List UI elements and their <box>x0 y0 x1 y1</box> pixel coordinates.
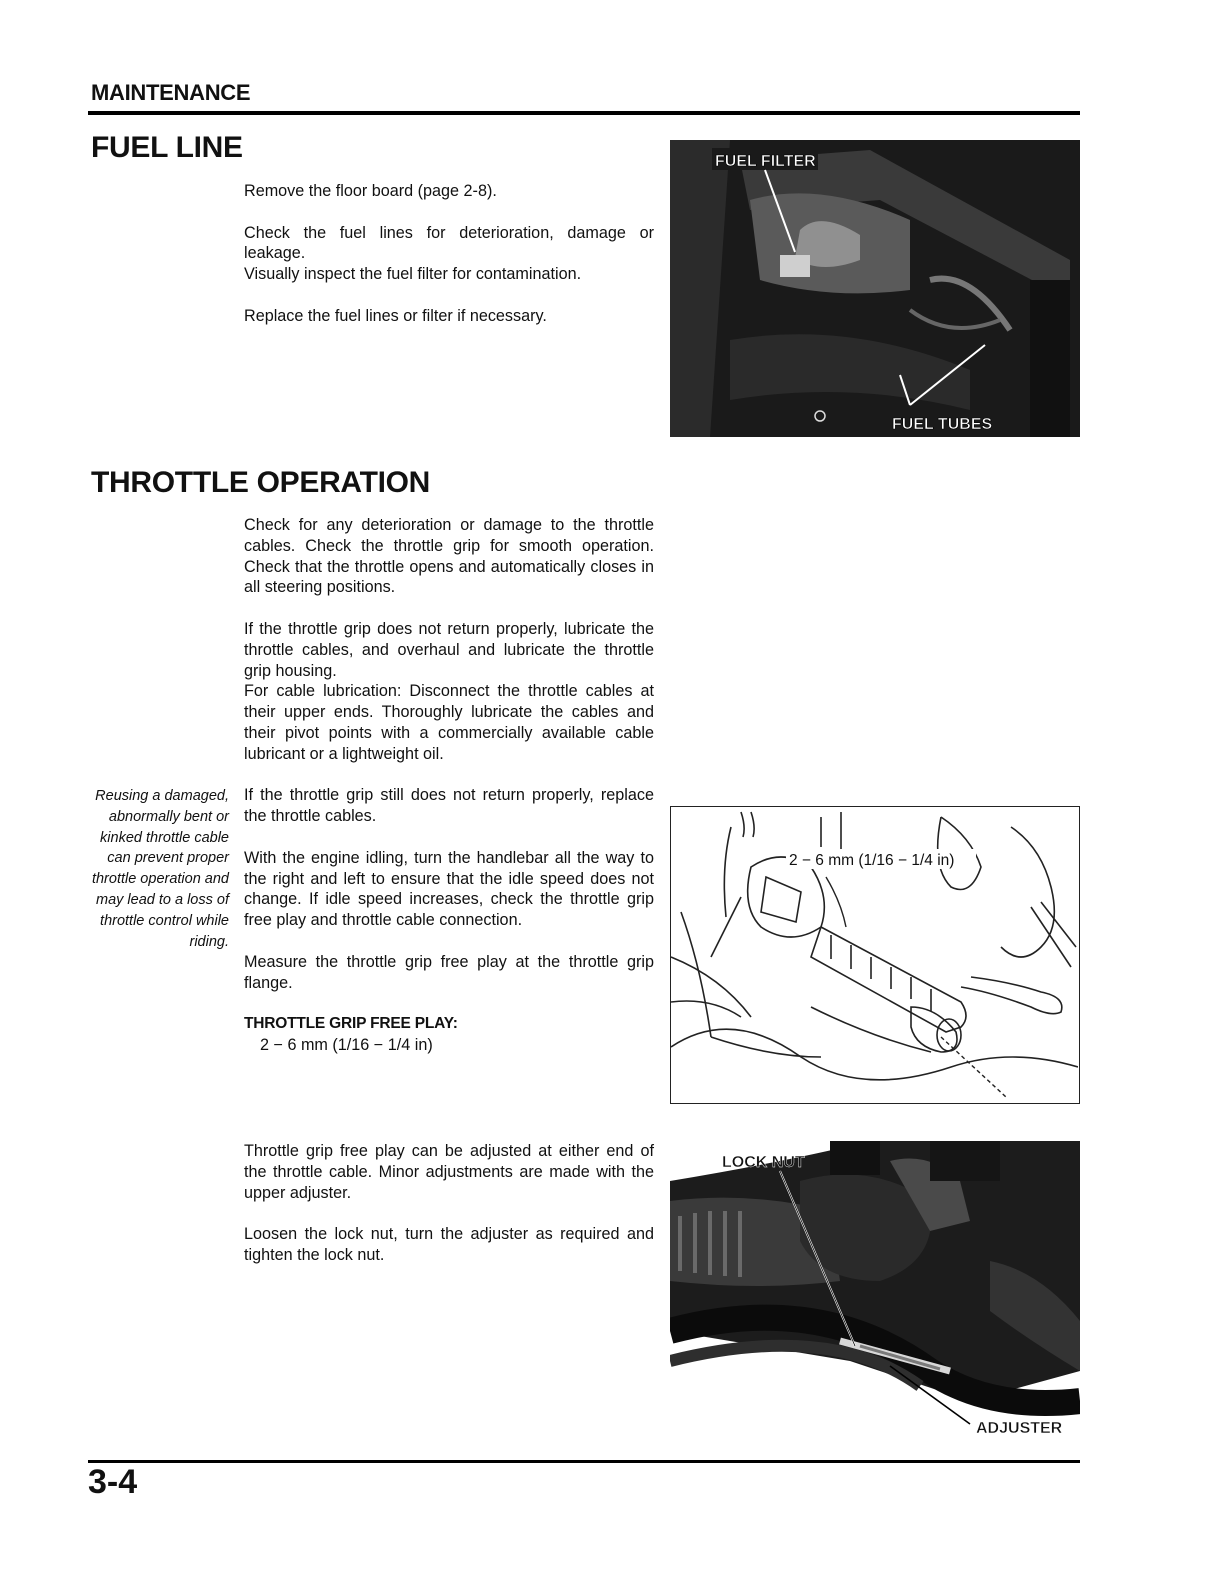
header-rule <box>88 111 1080 115</box>
throttle-para-3: For cable lubrication: Disconnect the throttle cables at their upper ends. Thoroughly lubricate the cables and their pivot points with a commercially available cable lubricant or a lightweight oil. <box>244 682 654 763</box>
free-play-label: 2 − 6 mm (1/16 − 1/4 in) <box>789 852 955 869</box>
lock-nut-photo-image <box>670 1141 1080 1437</box>
spec-value: 2 − 6 mm (1/16 − 1/4 in) <box>260 1035 433 1054</box>
fuel-line-para-3: Visually inspect the fuel filter for contamination. <box>244 265 582 284</box>
throttle-para-2: If the throttle grip does not return properly, lubricate the throttle cables, and overhaul and lubricate the throttle grip housing. <box>244 619 654 680</box>
fuel-line-title: FUEL LINE <box>91 131 243 164</box>
throttle-title: THROTTLE OPERATION <box>91 466 431 499</box>
lock-nut-label: LOCK NUT <box>722 1154 805 1171</box>
adjust-body <box>244 1141 654 1287</box>
fuel-filter-photo-image <box>670 140 1080 437</box>
lock-nut-photo <box>670 1141 1080 1437</box>
fuel-line-para-1: Remove the floor board (page 2-8). <box>244 182 497 200</box>
throttle-body <box>244 515 654 1056</box>
throttle-para-4: If the throttle grip still does not return properly, replace the throttle cables. <box>244 786 654 826</box>
adjust-para-1: Throttle grip free play can be adjusted at either end of the throttle cable. Minor adjustments are made with the upper adjuster. <box>244 1142 654 1202</box>
adjuster-label: ADJUSTER <box>976 1420 1063 1437</box>
throttle-grip-drawing <box>671 807 1078 1102</box>
fuel-filter-photo <box>670 140 1080 437</box>
throttle-para-6: Measure the throttle grip free play at the throttle grip flange. <box>244 952 654 992</box>
page-number: 3-4 <box>88 1463 138 1501</box>
fuel-line-para-2: Check the fuel lines for deterioration, damage or leakage. <box>244 223 654 263</box>
fuel-line-para-4: Replace the fuel lines or filter if necessary. <box>244 306 547 325</box>
footer-rule <box>88 1460 1080 1463</box>
side-note: Reusing a damaged, abnormally bent or kinked throttle cable can prevent proper throttle operation and may lead to a loss of throttle control while riding. <box>91 788 229 950</box>
adjust-para-2: Loosen the lock nut, turn the adjuster as required and tighten the lock nut. <box>244 1225 654 1264</box>
throttle-para-5: With the engine idling, turn the handlebar all the way to the right and left to ensure that the idle speed does not change. If idle speed increases, check the throttle grip free play and throttle cable connection. <box>244 848 654 930</box>
throttle-grip-figure <box>670 806 1080 1104</box>
section-header: MAINTENANCE <box>91 80 251 105</box>
fuel-tubes-label: FUEL TUBES <box>892 416 993 433</box>
fuel-filter-label: FUEL FILTER <box>715 153 816 170</box>
spec-title: THROTTLE GRIP FREE PLAY: <box>244 1015 458 1033</box>
fuel-line-body <box>244 181 654 347</box>
throttle-para-1: Check for any deterioration or damage to the throttle cables. Check the throttle grip for smooth operation. Check that the throttle opens and automatically closes in all steering positions. <box>244 516 654 597</box>
